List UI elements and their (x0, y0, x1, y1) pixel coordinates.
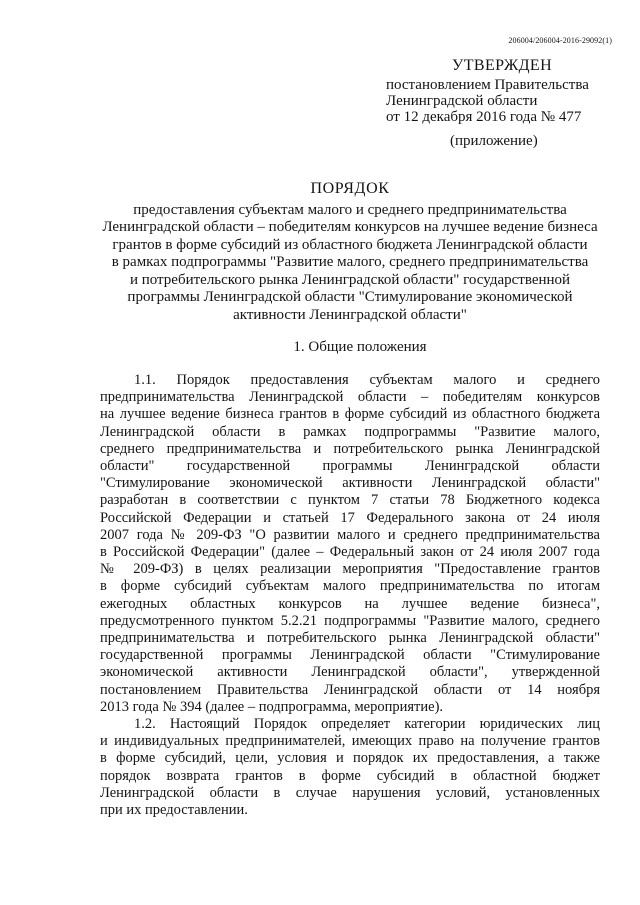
title-line: Ленинградской области – победителям конкурсов на лучшее ведение бизнеса (102, 219, 598, 235)
paragraph-line: "Стимулирование экономической активности Ленинградской области" (100, 475, 600, 492)
paragraph-line: Российской Федерации и статьей 17 Федерального закона от 24 июля (100, 509, 600, 526)
paragraph-line: и индивидуальных предпринимателей, имеющих право на получение грантов (100, 733, 600, 750)
paragraph-line: среднего предпринимательства и потребительского рынка Ленинградской (100, 440, 600, 457)
section-heading: 1. Общие положения (293, 339, 427, 355)
paragraph-line: на лучшее ведение бизнеса грантов в форме субсидий из областного бюджета (100, 406, 600, 423)
title-line: активности Ленинградской области" (233, 306, 467, 323)
title-line: программы Ленинградской области "Стимулирование экономической (127, 289, 573, 305)
paragraph-line: ежегодных областных конкурсов на лучшее ведение бизнеса", (100, 595, 600, 612)
approval-line: Ленинградской области (386, 93, 538, 109)
appendix-label: (приложение) (450, 133, 538, 149)
paragraph-line: предусмотренного пунктом 5.2.21 подпрограммы "Развитие малого, среднего (100, 612, 600, 629)
paragraph-line: экономической активности Ленинградской области", утвержденной (100, 664, 600, 681)
title-line: в рамках подпрограммы "Развитие малого, среднего предпринимательства (111, 254, 589, 270)
paragraph-line: Ленинградской области в рамках подпрограммы "Развитие малого, (100, 423, 600, 440)
paragraph-1-2 (100, 716, 600, 819)
approval-line: от 12 декабря 2016 года № 477 (386, 109, 582, 125)
paragraph-line: при их предоставлении. (100, 802, 248, 819)
paragraph-line: 2007 года № 209-ФЗ "О развитии малого и среднего предпринимательства (100, 526, 600, 543)
paragraph-line: в форме субсидий, цели, условия и порядок их предоставления, а также (100, 750, 600, 767)
approval-line: постановлением Правительства (386, 77, 589, 93)
title-line: грантов в форме субсидий из областного бюджета Ленинградской области (112, 236, 588, 253)
paragraph-line: в Российской Федерации" (далее – Федеральный закон от 24 июля 2007 года (100, 544, 600, 561)
paragraph-line: 2013 года № 394 (далее – подпрограмма, мероприятие). (100, 698, 444, 715)
title-line: предоставления субъектам малого и среднего предпринимательства (133, 201, 567, 218)
paragraph-line: Ленинградской области в случае нарушения условий, установленных (100, 784, 600, 801)
document-title-block (80, 180, 620, 324)
paragraph-line: 1.2. Настоящий Порядок определяет категории юридических лиц (134, 716, 600, 733)
approved-heading: УТВЕРЖДЕН (452, 57, 553, 74)
paragraph-line: разработан в соответствии с пунктом 7 статьи 78 Бюджетного кодекса (100, 492, 600, 509)
paragraph-line: 1.1. Порядок предоставления субъектам малого и среднего (134, 372, 600, 388)
document-registration-number: 206004/206004-2016-29092(1) (508, 36, 612, 45)
paragraph-1-1 (100, 372, 600, 716)
paragraph-line: области" государственной программы Ленинградской области (100, 458, 600, 475)
paragraph-line: в форме субсидий субъектам малого предпринимательства по итогам (100, 578, 600, 595)
title-line: и потребительского рынка Ленинградской области" государственной (129, 271, 571, 288)
document-body (100, 372, 600, 819)
paragraph-line: порядок возврата грантов в форме субсидий в областной бюджет (100, 767, 600, 784)
paragraph-line: № 209-ФЗ) в целях реализации мероприятия "Предоставление грантов (100, 561, 600, 578)
document-title: ПОРЯДОК (310, 180, 390, 197)
paragraph-line: предпринимательства и потребительского рынка Ленинградской области" (100, 630, 600, 647)
paragraph-line: постановлением Правительства Ленинградской области от 14 ноября (100, 681, 600, 698)
approval-stamp-block (386, 58, 626, 149)
paragraph-line: предпринимательства Ленинградской области – победителям конкурсов (100, 389, 600, 406)
paragraph-line: государственной программы Ленинградской области "Стимулирование (100, 647, 600, 664)
